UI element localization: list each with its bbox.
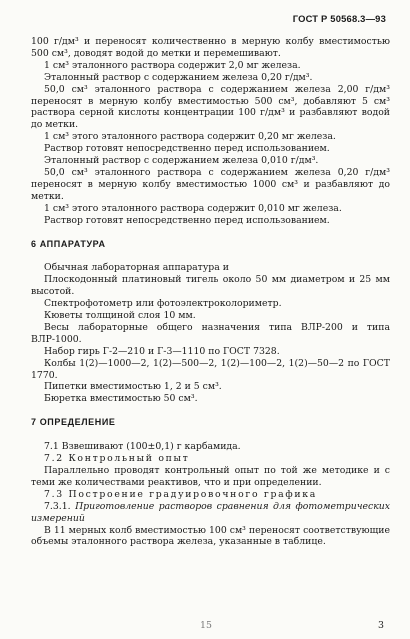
footer-page-number-center: 15: [200, 620, 212, 631]
apparatus-item: Обычная лабораторная аппаратура и: [44, 262, 229, 274]
paragraph: Эталонный раствор с содержанием железа 0,010 г/дм³.: [44, 155, 319, 167]
apparatus-item: Колбы 1(2)—1000—2, 1(2)—500—2, 1(2)—100—2, 1(2)—50—2 по ГОСТ 1770.: [31, 357, 390, 381]
clause-7-2-heading: 7.2 Контрольный опыт: [44, 453, 190, 465]
paragraph: Раствор готовят непосредственно перед использованием.: [44, 143, 330, 155]
page-content: [31, 36, 390, 548]
apparatus-item: Спектрофотометр или фотоэлектроколориметр.: [44, 298, 282, 310]
clause-7-3-1-number: 7.3.1.: [44, 500, 71, 512]
section-heading-apparatus: 6 АППАРАТУРА: [31, 238, 106, 249]
paragraph: 1 см³ этого эталонного раствора содержит 0,20 мг железа.: [44, 131, 336, 143]
paragraph: 50,0 см³ эталонного раствора с содержанием железа 2,00 г/дм³ переносят в мерную колбу вместимостью 500 см³, добавляют 5 см³ раствора серной кислоты концентрации 100 г/дм³ и разбавляют водой до метки.: [31, 83, 390, 131]
section-heading-determination: 7 ОПРЕДЕЛЕНИЕ: [31, 417, 116, 428]
clause-7-3-1-text: В 11 мерных колб вместимостью 100 см³ переносят соответствующие объемы эталонного раствора железа, указанные в таблице.: [31, 524, 390, 548]
paragraph: 50,0 см³ эталонного раствора с содержанием железа 0,20 г/дм³ переносят в мерную колбу вместимостью 1000 см³ и разбавляют до метки.: [31, 166, 390, 202]
paragraph: 100 г/дм³ и переносят количественно в мерную колбу вместимостью 500 см³, доводят водой до метки и перемешивают.: [31, 36, 390, 59]
paragraph: 1 см³ эталонного раствора содержит 2,0 мг железа.: [44, 59, 301, 71]
clause-7-3-heading: 7.3 Построение градуировочного графика: [44, 488, 317, 500]
clause-7-2-text: Параллельно проводят контрольный опыт по той же методике и с теми же количествами реактивов, что и при определении.: [31, 465, 390, 488]
page-header-standard-number: ГОСТ Р 50568.3—93: [292, 13, 386, 24]
apparatus-item: Набор гирь Г-2—210 и Г-3—1110 по ГОСТ 7328.: [44, 345, 280, 357]
clause-7-1: 7.1 Взвешивают (100±0,1) г карбамида.: [44, 441, 241, 453]
paragraph: 1 см³ этого эталонного раствора содержит 0,010 мг железа.: [44, 202, 342, 214]
paragraph: Раствор готовят непосредственно перед использованием.: [44, 214, 330, 226]
apparatus-item: Пипетки вместимостью 1, 2 и 5 см³.: [44, 381, 222, 393]
apparatus-item: Весы лабораторные общего назначения типа ВЛР-200 и типа ВЛР-1000.: [31, 321, 390, 345]
apparatus-item: Бюретка вместимостью 50 см³.: [44, 393, 198, 405]
footer-page-number-right: 3: [378, 620, 384, 631]
clause-7-3-1: [31, 501, 390, 525]
clause-7-3-1-title: Приготовление растворов сравнения для фотометрических измерений: [31, 500, 390, 524]
apparatus-item: Плоскодонный платиновый тигель около 50 мм диаметром и 25 мм высотой.: [31, 274, 390, 298]
paragraph: Эталонный раствор с содержанием железа 0,20 г/дм³.: [44, 71, 313, 83]
apparatus-item: Кюветы толщиной слоя 10 мм.: [44, 310, 196, 322]
